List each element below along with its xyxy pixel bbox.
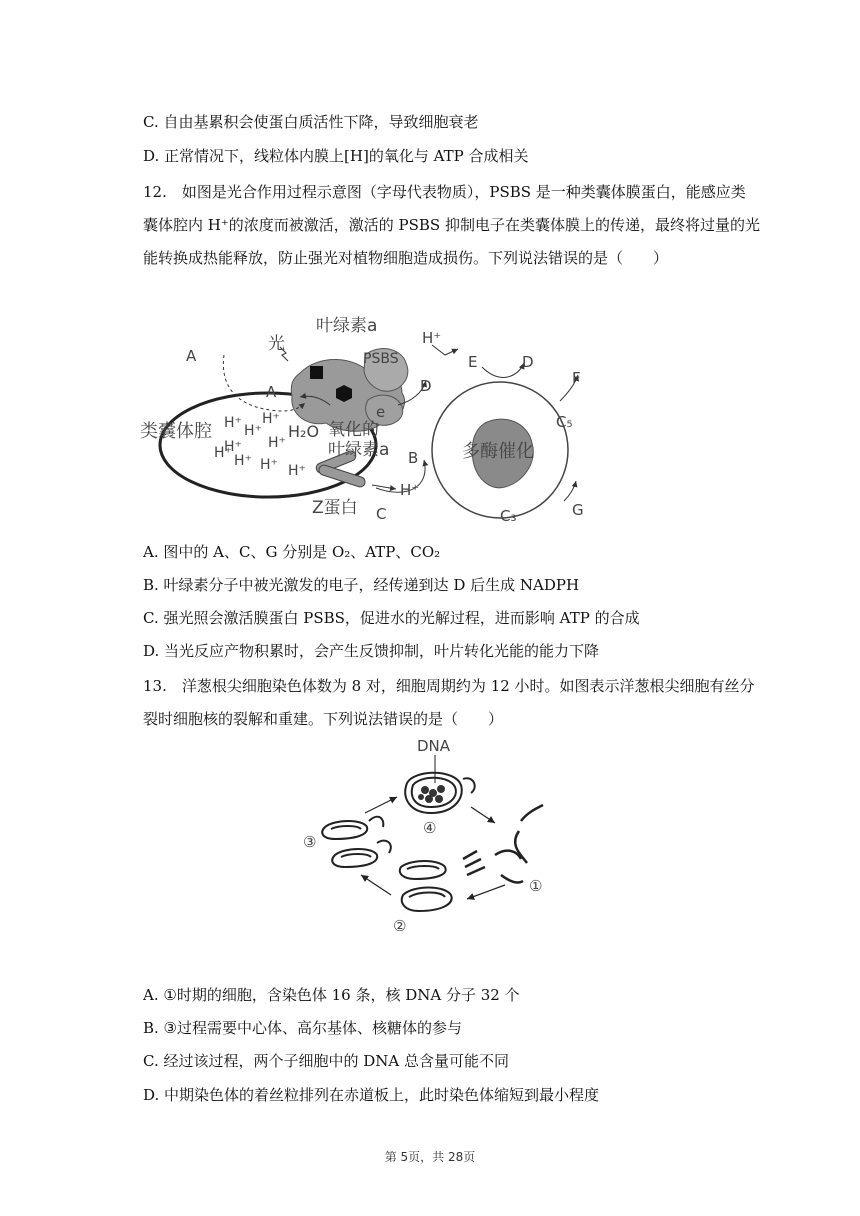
mitosis-nucleus-diagram <box>295 735 580 940</box>
q11-option-d: D. 正常情况下，线粒体内膜上[H]的氧化与 ATP 合成相关 <box>143 147 529 165</box>
q11-option-c: C. 自由基累积会使蛋白质活性下降，导致细胞衰老 <box>143 113 479 131</box>
chromatin-cluster <box>418 785 445 803</box>
arrow-3-to-4 <box>365 797 397 813</box>
q12-option-a: A. 图中的 A、C、G 分别是 O₂、ATP、CO₂ <box>143 543 441 561</box>
label-a-top: A <box>186 347 197 365</box>
svg-text:H⁺: H⁺ <box>224 415 242 431</box>
label-c: C <box>376 505 387 523</box>
label-enzyme: 多酶催化 <box>462 441 534 462</box>
label-stage-4: ④ <box>423 819 437 837</box>
q13-option-c: C. 经过该过程，两个子细胞中的 DNA 总含量可能不同 <box>143 1052 510 1070</box>
label-thylakoid-lumen: 类囊体腔 <box>140 421 212 442</box>
label-e: e <box>376 403 386 421</box>
nucleus-stage-3 <box>322 817 391 867</box>
svg-text:H⁺: H⁺ <box>262 411 280 427</box>
arrow-1-to-2 <box>467 885 505 899</box>
svg-text:H⁺: H⁺ <box>288 463 306 479</box>
q13-option-d: D. 中期染色体的着丝粒排列在赤道板上，此时染色体缩短到最小程度 <box>143 1086 600 1104</box>
q12-stem-line-1: 12. 如图是光合作用过程示意图（字母代表物质），PSBS 是一种类囊体膜蛋白，能感应类 <box>143 183 746 201</box>
label-d-left: D <box>420 377 432 395</box>
label-stage-3: ③ <box>303 833 317 851</box>
label-chlorophyll-a: 叶绿素a <box>316 316 378 336</box>
q12-stem-line-3: 能转换成热能释放，防止强光对植物细胞造成损伤。下列说法错误的是（ ） <box>143 249 669 267</box>
nucleus-stage-2 <box>400 861 452 911</box>
q12-option-c: C. 强光照会激活膜蛋白 PSBS，促进水的光解过程，进而影响 ATP 的合成 <box>143 609 640 627</box>
q12-stem-line-2: 囊体腔内 H⁺的浓度而被激活，激活的 PSBS 抑制电子在类囊体膜上的传递，最终将过量的光 <box>143 216 760 234</box>
label-d-right: D <box>522 353 534 371</box>
label-c5: C₅ <box>556 413 573 431</box>
label-dna: DNA <box>417 737 451 755</box>
svg-text:H⁺: H⁺ <box>234 453 252 469</box>
q12-option-d: D. 当光反应产物积累时，会产生反馈抑制，叶片转化光能的能力下降 <box>143 642 600 660</box>
svg-text:H⁺: H⁺ <box>244 423 262 439</box>
label-oxidized-2: 叶绿素a <box>328 440 390 460</box>
label-z-protein: Z蛋白 <box>312 498 358 518</box>
q13-stem-line-2: 裂时细胞核的裂解和重建。下列说法错误的是（ ） <box>143 710 504 728</box>
label-a-inner: A <box>266 383 277 401</box>
label-g: G <box>572 501 584 519</box>
label-f: F <box>572 369 581 387</box>
svg-text:H⁺: H⁺ <box>268 435 286 451</box>
label-c3: C₃ <box>500 507 517 525</box>
label-stage-2: ② <box>393 917 407 935</box>
label-light: 光 <box>268 334 285 354</box>
label-e-letter: E <box>468 353 478 371</box>
q13-option-b: B. ③过程需要中心体、高尔基体、核糖体的参与 <box>143 1019 463 1037</box>
svg-text:H⁺: H⁺ <box>260 457 278 473</box>
svg-text:H⁺: H⁺ <box>214 445 232 461</box>
chlorophyll-square <box>310 366 323 379</box>
label-psbs: PSBS <box>363 351 399 367</box>
label-hplus-bottom: H⁺ <box>400 481 420 499</box>
q13-option-a: A. ①时期的细胞，含染色体 16 条，核 DNA 分子 32 个 <box>143 986 520 1004</box>
label-stage-1: ① <box>529 877 543 895</box>
label-hplus-top: H⁺ <box>422 329 442 347</box>
label-b: B <box>408 449 419 467</box>
nucleus-stage-1 <box>463 805 543 883</box>
label-oxidized-1: 氧化的 <box>328 420 379 440</box>
label-h2o: H₂O <box>288 422 320 441</box>
q13-stem-line-1: 13. 洋葱根尖细胞染色体数为 8 对，细胞周期约为 12 小时。如图表示洋葱根尖细胞有丝分 <box>143 677 755 695</box>
page-number-footer: 第 5页，共 28页 <box>384 1150 476 1164</box>
arrow-2-to-3 <box>361 875 391 895</box>
photosynthesis-diagram <box>140 305 600 530</box>
q12-option-b: B. 叶绿素分子中被光激发的电子，经传递到达 D 后生成 NADPH <box>143 576 580 594</box>
svg-text:H⁺: H⁺ <box>224 439 242 455</box>
arrow-4-to-1 <box>471 807 495 823</box>
